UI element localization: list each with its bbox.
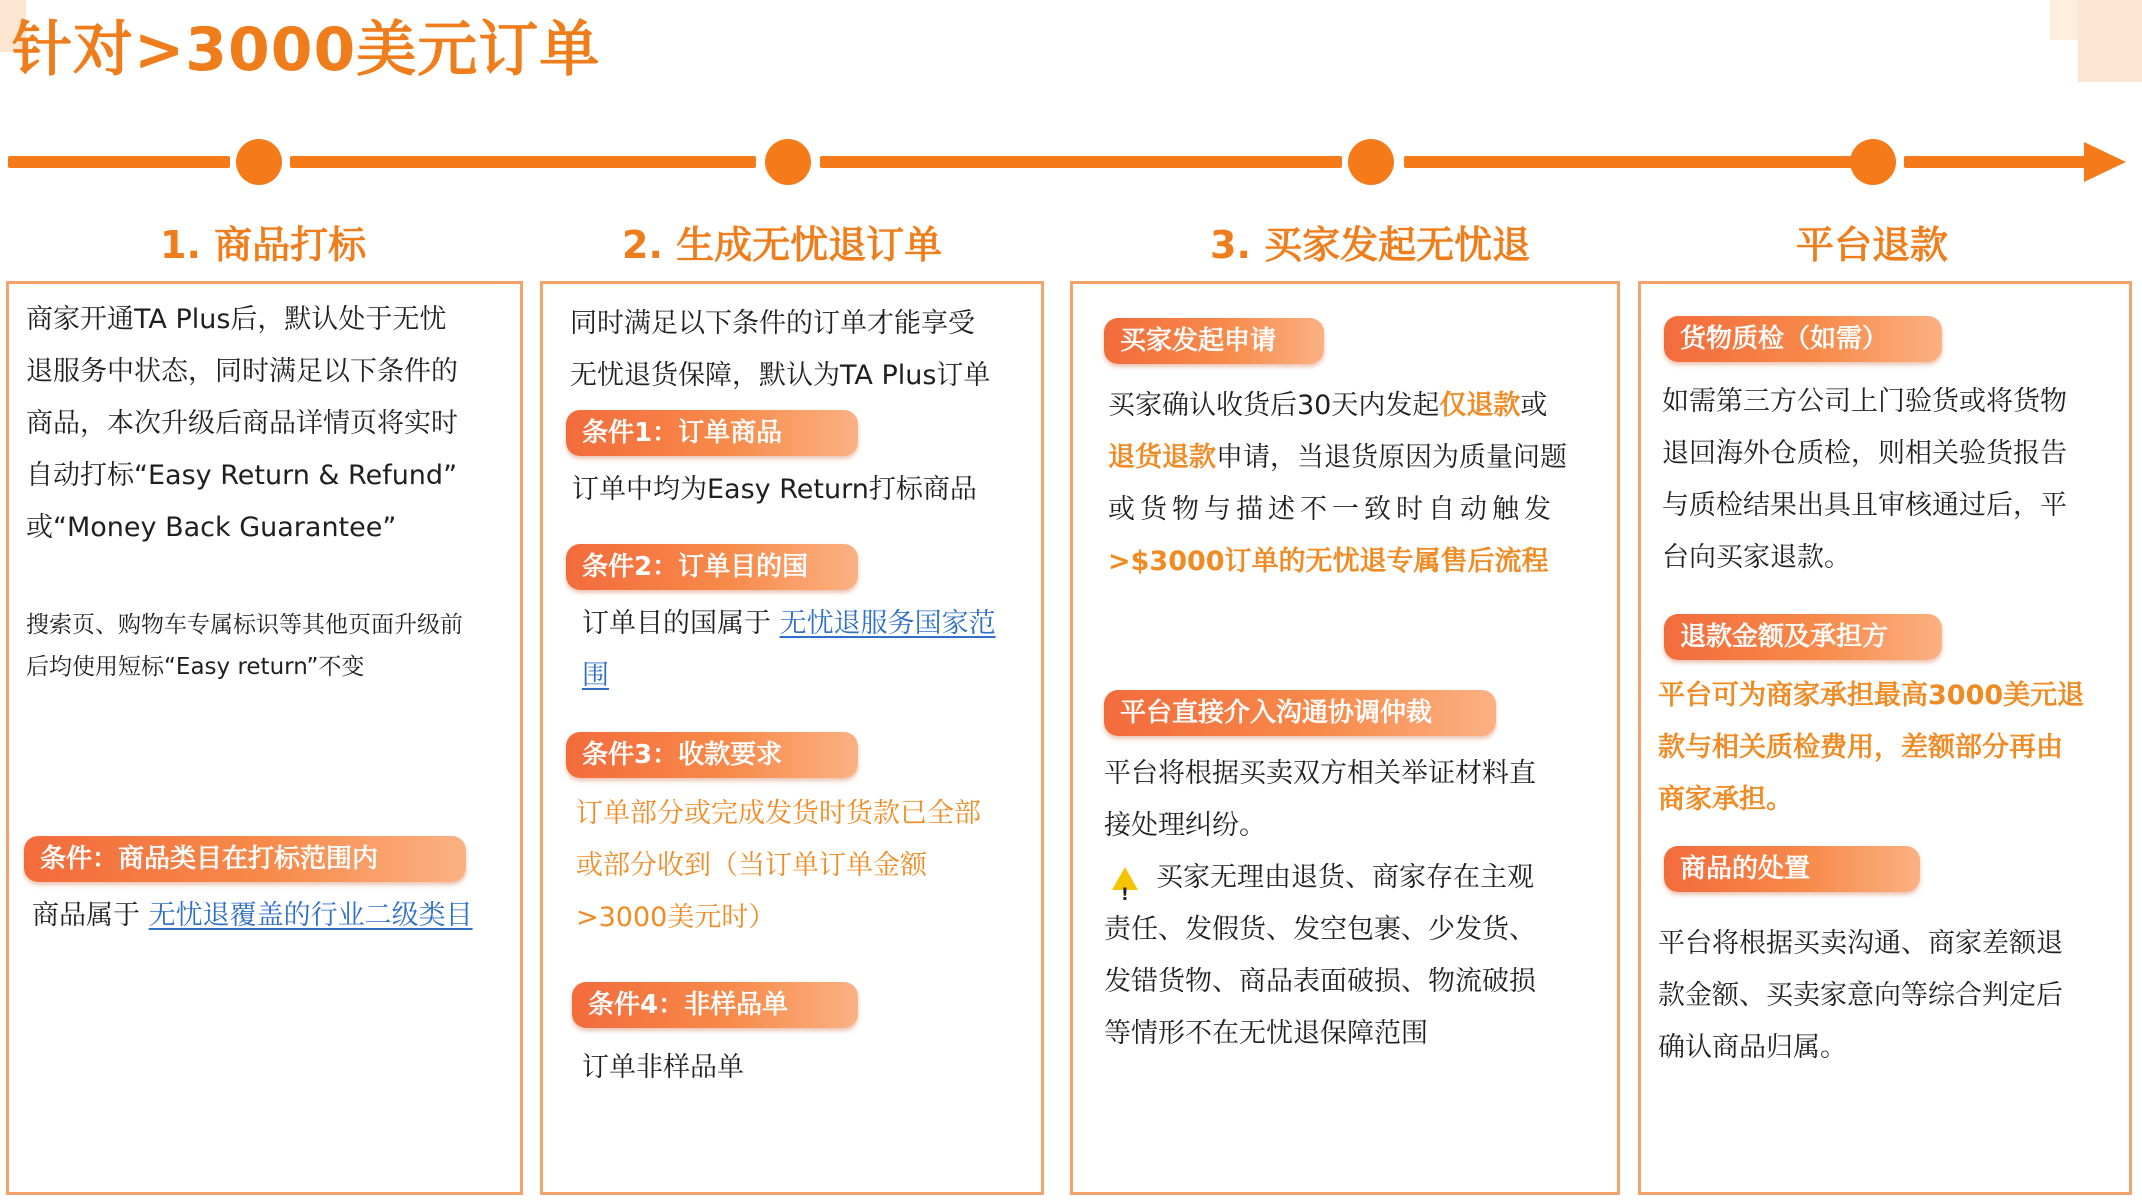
col3-text: 买家无理由退货、商家存在主观	[1156, 862, 1534, 893]
warning-icon	[1112, 867, 1138, 890]
col3-text: 买家确认收货后30天内发起	[1108, 390, 1440, 421]
timeline-segment	[1404, 156, 1854, 168]
timeline-segment	[820, 156, 1342, 168]
col4-highlight-line: 款与相关质检费用，差额部分再由	[1658, 732, 2063, 763]
col4-highlight-line: 商家承担。	[1658, 784, 1793, 815]
condition-2-text	[582, 598, 996, 650]
col3-line	[1108, 432, 1567, 484]
condition-3-pill: 条件3：收款要求	[566, 732, 858, 778]
timeline-segment	[1904, 156, 2088, 168]
col3-line: 等情形不在无忧退保障范围	[1104, 1018, 1428, 1049]
country-scope-link[interactable]: 围	[582, 660, 609, 691]
inspection-pill: 货物质检（如需）	[1664, 316, 1942, 362]
col1-line: 自动打标“Easy Return & Refund”	[26, 460, 458, 491]
step-title-1: 1. 商品打标	[160, 223, 367, 267]
country-scope-link[interactable]: 无忧退服务国家范	[779, 608, 996, 639]
col4-line: 如需第三方公司上门验货或将货物	[1662, 386, 2067, 417]
corner-decoration	[2050, 0, 2078, 40]
corner-decoration	[2078, 0, 2142, 82]
col4-highlight-line: 平台可为商家承担最高3000美元退	[1658, 680, 2085, 711]
col4-line: 台向买家退款。	[1662, 542, 1851, 573]
col3-line: 平台将根据买卖双方相关举证材料直	[1104, 758, 1536, 789]
timeline-segment	[290, 156, 756, 168]
col3-line	[1108, 380, 1547, 432]
col3-text: 申请，当退货原因为质量问题	[1216, 442, 1567, 473]
step-title-2: 2. 生成无忧退订单	[622, 223, 943, 267]
timeline-node-1	[236, 139, 282, 185]
col3-line: 发错货物、商品表面破损、物流破损	[1104, 966, 1536, 997]
col3-highlight-line: >$3000订单的无忧退专属售后流程	[1108, 546, 1549, 577]
col2-intro: 无忧退货保障，默认为TA Plus订单	[570, 360, 991, 391]
col3-line: 责任、发假货、发空包裹、少发货、	[1104, 914, 1536, 945]
refund-only-highlight: 仅退款	[1439, 390, 1521, 421]
refund-amount-pill: 退款金额及承担方	[1664, 614, 1942, 660]
condition-3-text: 或部分收到（当订单订单金额	[576, 850, 927, 881]
timeline-node-3	[1348, 139, 1394, 185]
col4-line: 确认商品归属。	[1658, 1032, 1847, 1063]
col3-text: 或	[1520, 390, 1548, 421]
col4-line: 退回海外仓质检，则相关验货报告	[1662, 438, 2067, 469]
condition-text: 商品属于	[32, 900, 140, 931]
condition-2-prefix: 订单目的国属于	[582, 608, 771, 639]
condition-4-pill: 条件4：非样品单	[572, 982, 858, 1028]
condition-3-text: >3000美元时）	[576, 902, 776, 933]
condition-1-text: 订单中均为Easy Return打标商品	[572, 474, 977, 505]
col2-intro: 同时满足以下条件的订单才能享受	[570, 308, 975, 339]
return-refund-highlight: 退货退款	[1108, 442, 1216, 473]
col1-line: 或“Money Back Guarantee”	[26, 512, 397, 543]
timeline-segment	[8, 156, 230, 168]
condition-2-pill: 条件2：订单目的国	[566, 544, 858, 590]
condition-3-text: 订单部分或完成发货时货款已全部	[576, 798, 981, 829]
col1-note: 后均使用短标“Easy return”不变	[26, 654, 365, 680]
col4-line: 与质检结果出具且审核通过后，平	[1662, 490, 2067, 521]
col3-warn-line	[1104, 852, 1534, 904]
col1-condition	[32, 890, 473, 942]
category-link[interactable]: 无忧退覆盖的行业二级类目	[148, 900, 473, 931]
col3-line: 接处理纠纷。	[1104, 810, 1266, 841]
condition-pill: 条件：商品类目在打标范围内	[24, 836, 466, 882]
col3-line: 或货物与描述不一致时自动触发	[1108, 494, 1556, 525]
col1-line: 商品，本次升级后商品详情页将实时	[26, 408, 458, 439]
col4-line: 款金额、买卖家意向等综合判定后	[1658, 980, 2063, 1011]
col1-note: 搜索页、购物车专属标识等其他页面升级前	[26, 612, 463, 638]
condition-2-text-cont	[582, 650, 609, 702]
condition-1-pill: 条件1：订单商品	[566, 410, 858, 456]
buyer-request-pill: 买家发起申请	[1104, 318, 1324, 364]
arbitration-pill: 平台直接介入沟通协调仲裁	[1104, 690, 1496, 736]
timeline-node-4	[1850, 139, 1896, 185]
col1-line: 商家开通TA Plus后，默认处于无忧	[26, 304, 447, 335]
goods-disposal-pill: 商品的处置	[1664, 846, 1920, 892]
step-title-3: 3. 买家发起无忧退	[1210, 223, 1531, 267]
condition-4-text: 订单非样品单	[582, 1052, 744, 1083]
step-title-4: 平台退款	[1796, 223, 1949, 267]
col1-line: 退服务中状态，同时满足以下条件的	[26, 356, 458, 387]
col4-line: 平台将根据买卖沟通、商家差额退	[1658, 928, 2063, 959]
timeline-node-2	[765, 139, 811, 185]
timeline-arrow-icon	[2084, 142, 2126, 182]
page-title: 针对>3000美元订单	[12, 15, 601, 85]
